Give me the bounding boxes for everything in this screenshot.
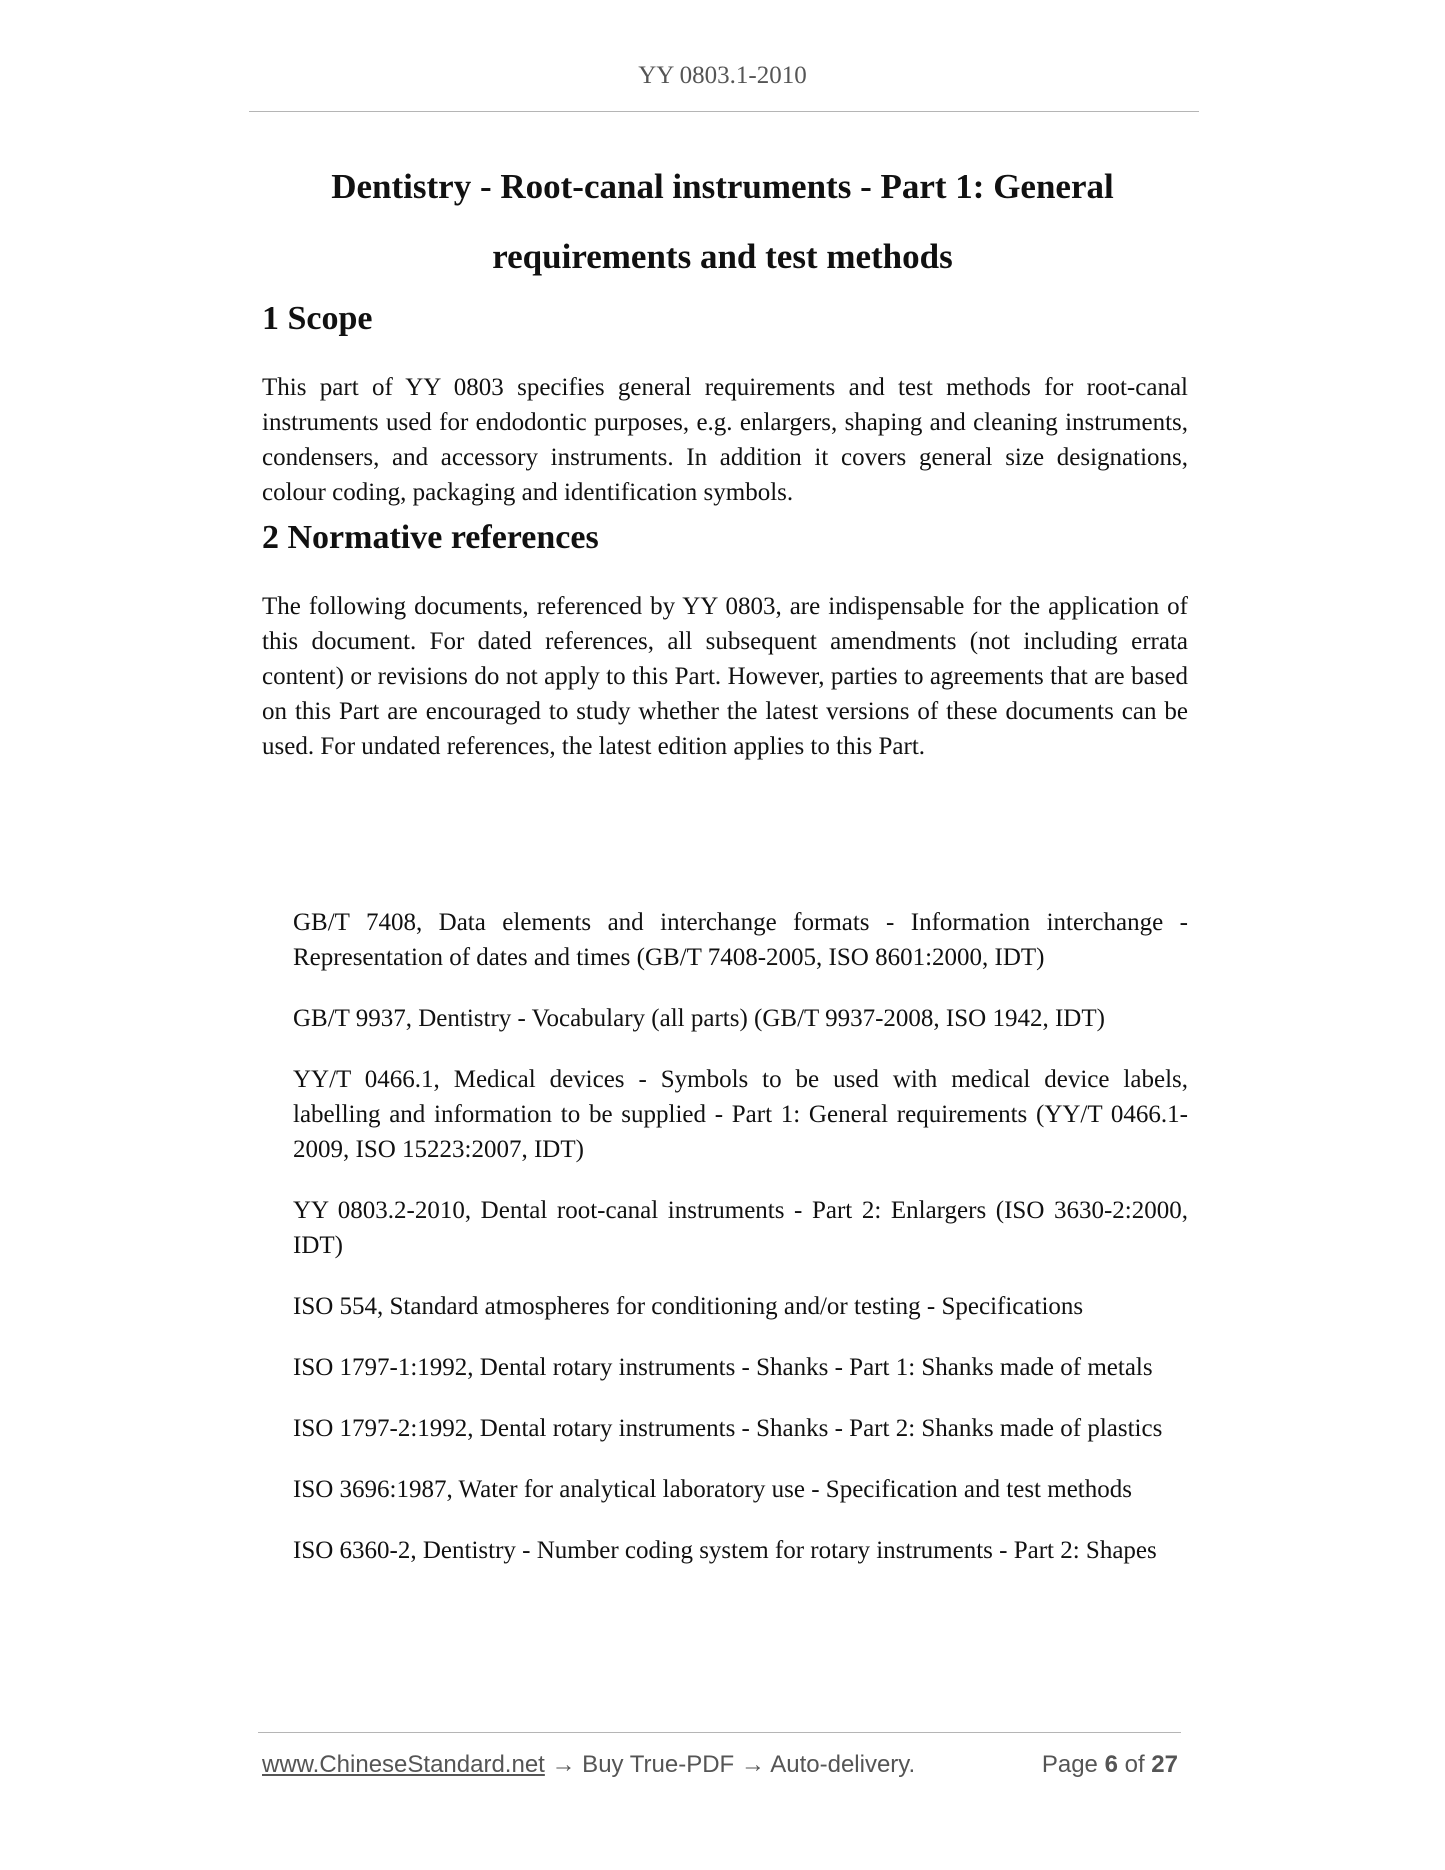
of-label: of xyxy=(1124,1751,1145,1778)
page-footer xyxy=(262,1751,1178,1785)
reference-item: GB/T 7408, Data elements and interchange formats - Information interchange - Representation of dates and times (GB/T 7408-2005, ISO 8601:2000, IDT) xyxy=(293,909,1188,971)
reference-item: ISO 1797-2:1992, Dental rotary instruments - Shanks - Part 2: Shanks made of plastics xyxy=(293,1415,1163,1442)
reference-item: ISO 3696:1987, Water for analytical laboratory use - Specification and test methods xyxy=(293,1476,1132,1503)
reference-item: GB/T 9937, Dentistry - Vocabulary (all parts) (GB/T 9937-2008, ISO 1942, IDT) xyxy=(293,1005,1105,1032)
website-link[interactable]: www.ChineseStandard.net xyxy=(262,1751,545,1778)
page-number: 6 xyxy=(1104,1751,1118,1778)
footer-tagline: → Buy True-PDF → Auto-delivery. xyxy=(544,1751,916,1778)
footer-divider xyxy=(258,1732,1181,1733)
scope-paragraph: This part of YY 0803 specifies general requirements and test methods for root-canal instruments used for endodontic purposes, e.g. enlargers, shaping and cleaning instruments, condensers, and accessory instruments. In addition it covers general size designations, colour coding, packaging and identification symbols. xyxy=(262,374,1188,506)
title-line-1: Dentistry - Root-canal instruments - Part 1: General xyxy=(331,167,1114,206)
reference-item: YY/T 0466.1, Medical devices - Symbols to be used with medical device labels, labelling and information to be supplied - Part 1: General requirements (YY/T 0466.1-2009, ISO 15223:2007, IDT) xyxy=(293,1066,1188,1163)
reference-item: ISO 6360-2, Dentistry - Number coding system for rotary instruments - Part 2: Shapes xyxy=(293,1537,1157,1564)
document-title xyxy=(240,152,1205,292)
reference-item: ISO 1797-1:1992, Dental rotary instruments - Shanks - Part 1: Shanks made of metals xyxy=(293,1354,1153,1381)
title-line-2: requirements and test methods xyxy=(492,237,953,276)
normative-references-paragraph: The following documents, referenced by YY 0803, are indispensable for the application of this document. For dated references, all subsequent amendments (not including errata content) or revisions do not apply to this Part. However, parties to agreements that are based on this Part are encouraged to study whether the latest versions of these documents can be used. For undated references, the latest edition applies to this Part. xyxy=(262,593,1188,760)
document-code-header: YY 0803.1-2010 xyxy=(638,62,807,89)
reference-list xyxy=(293,905,1188,1594)
reference-item: YY 0803.2-2010, Dental root-canal instruments - Part 2: Enlargers (ISO 3630-2:2000, IDT) xyxy=(293,1197,1188,1259)
header-divider xyxy=(249,111,1199,112)
page-label: Page xyxy=(1041,1751,1098,1778)
section-heading-scope: 1 Scope xyxy=(262,300,373,337)
reference-item: ISO 554, Standard atmospheres for conditioning and/or testing - Specifications xyxy=(293,1293,1084,1320)
page-total: 27 xyxy=(1151,1751,1178,1778)
section-heading-normative-references: 2 Normative references xyxy=(262,519,599,556)
page-indicator xyxy=(1042,1751,1178,1779)
